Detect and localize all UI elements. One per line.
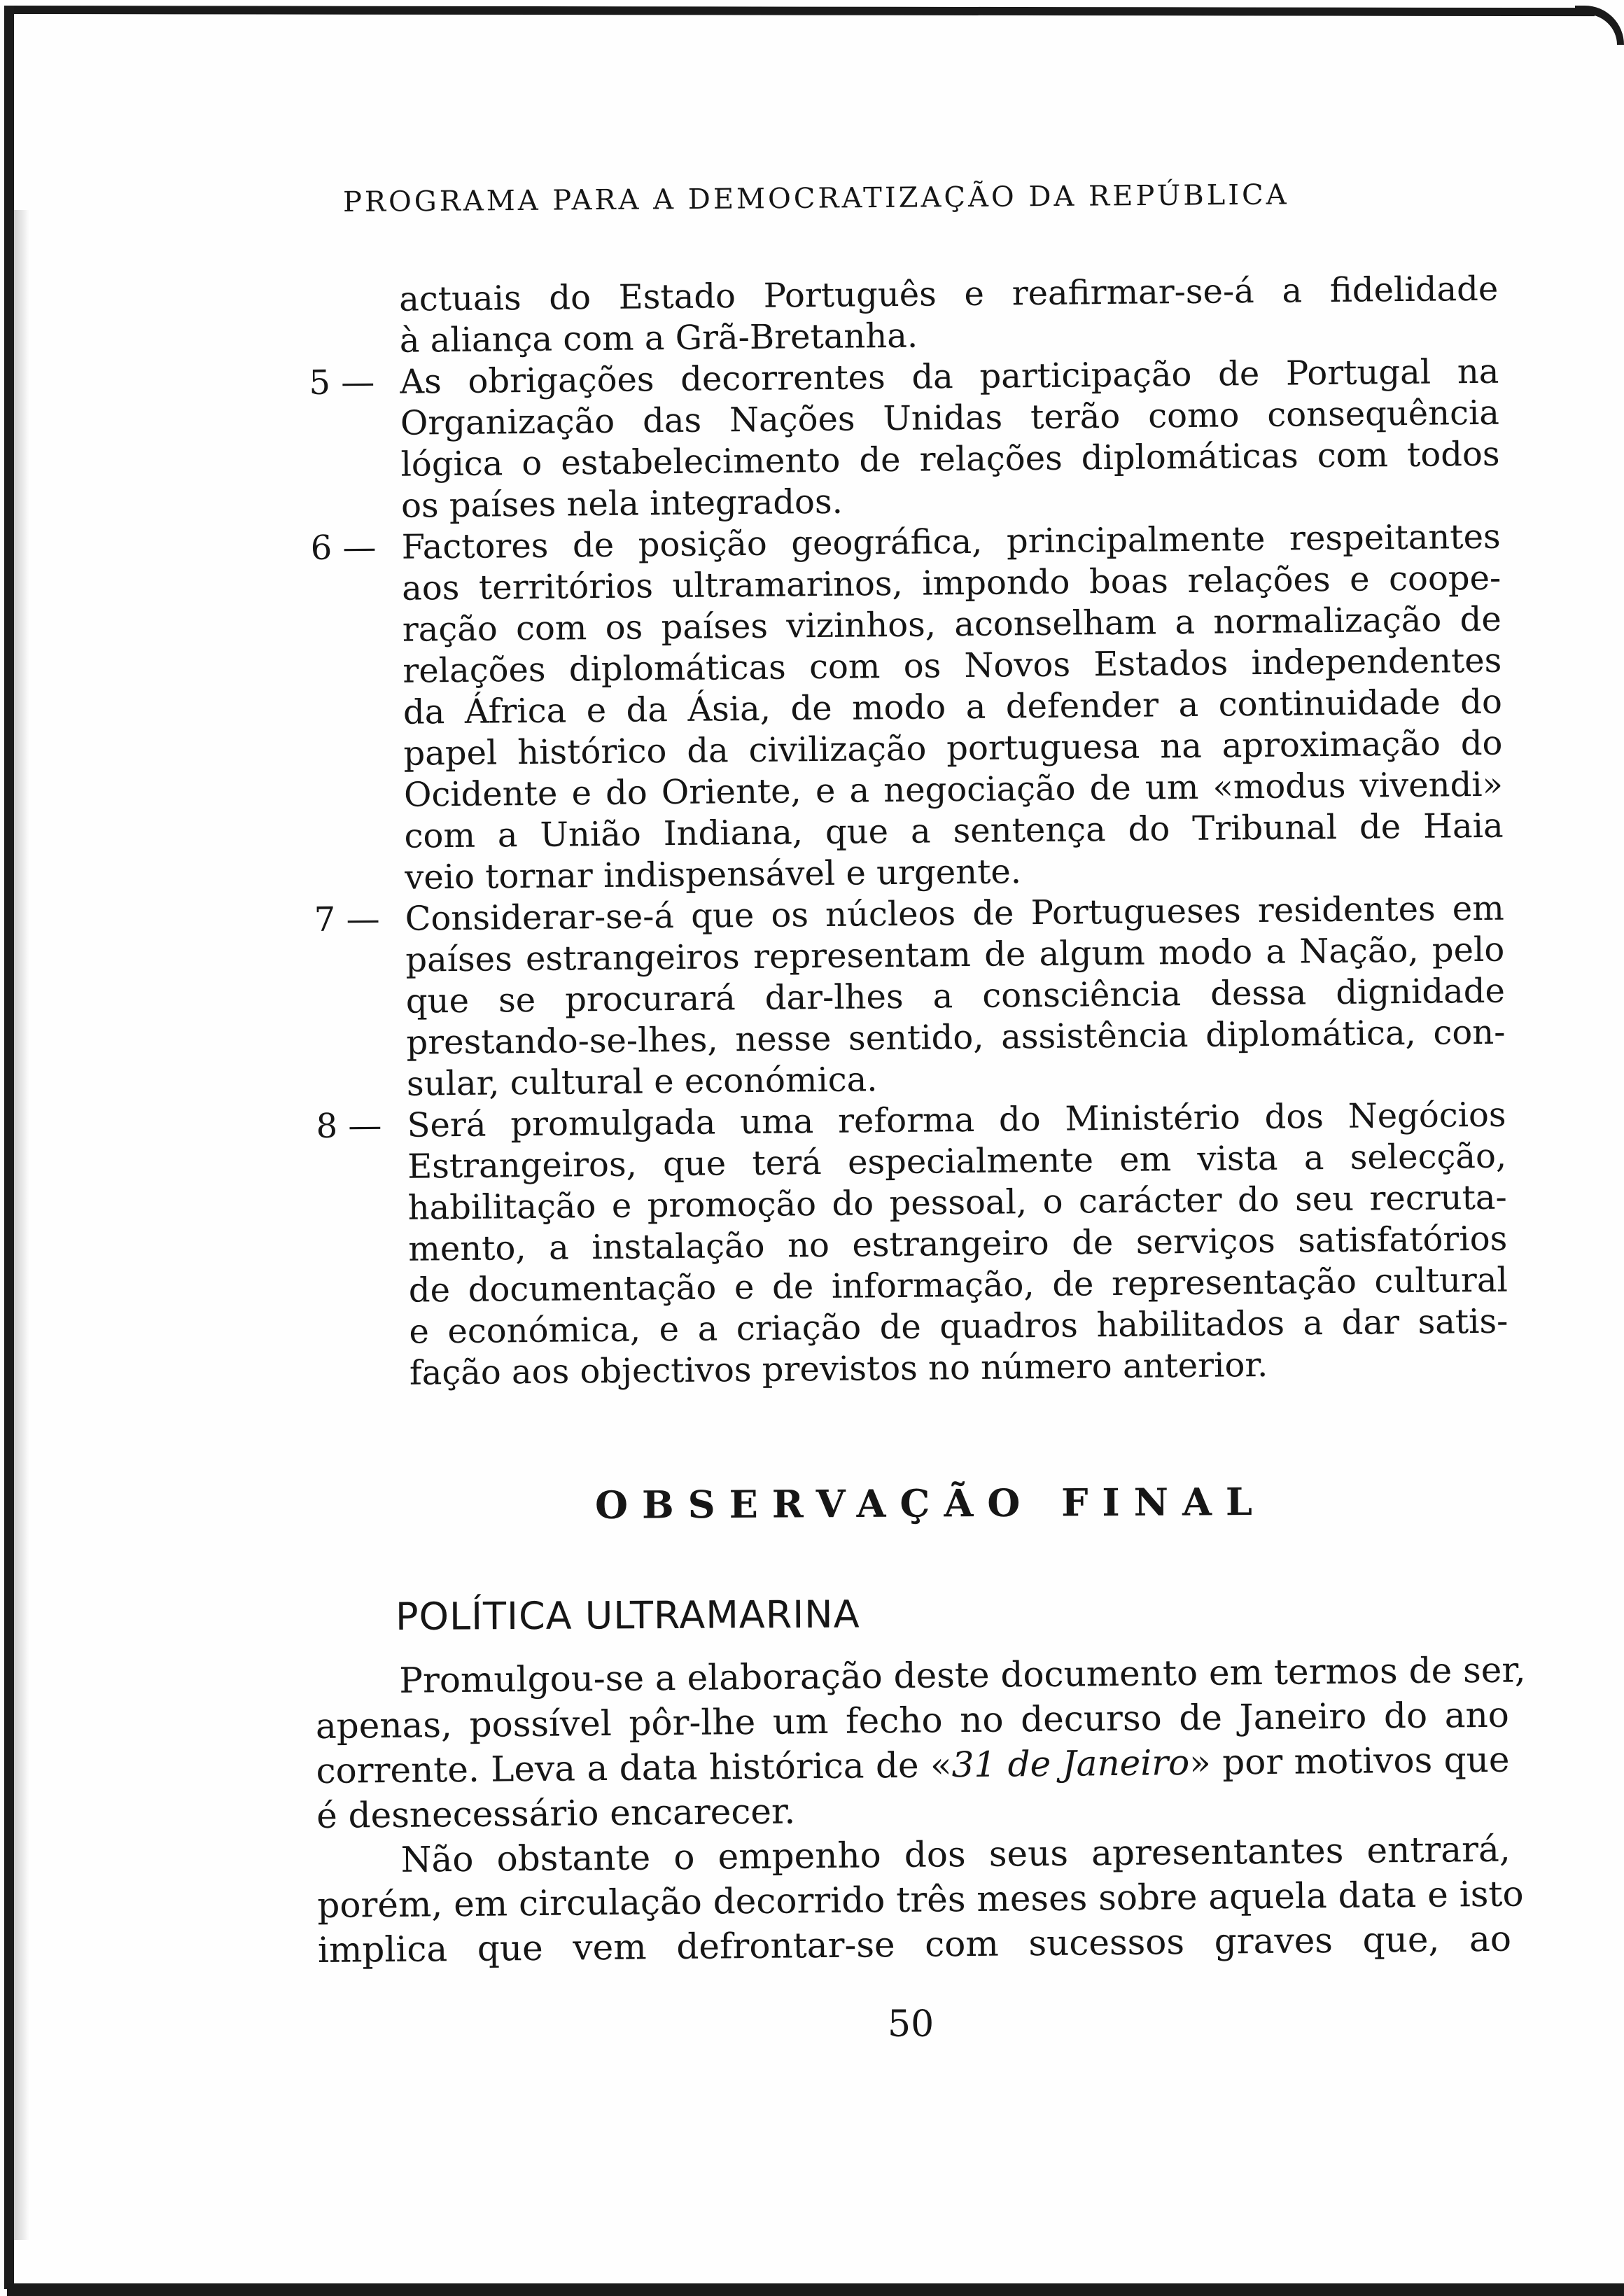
list-item-number — [318, 1353, 410, 1354]
list-line-text: mento, a instalação no estrangeiro de serviços satisfatórios — [408, 1219, 1508, 1269]
paragraph-line: Não obstante o empenho dos seus apresentantes entrará, — [400, 1828, 1511, 1880]
list-item-number: 6 — — [310, 528, 377, 568]
list-item-number — [316, 1188, 407, 1189]
list-line-text: e económica, e a criação de quadros habilitados a dar satis- — [409, 1301, 1508, 1352]
list-item-number: 8 — — [316, 1106, 382, 1146]
list-line-text: Será promulgada uma reforma do Ministério dos Negócios — [407, 1095, 1506, 1145]
list-line-text: Ocidente e do Oriente, e a negociação de um «modus vivendi» — [403, 764, 1504, 815]
list-line-text: Factores de posição geográfica, principalmente respeitantes — [401, 517, 1501, 567]
list-line-text: As obrigações decorrentes da participação de Portugal na — [400, 351, 1499, 402]
list-item-number — [308, 279, 399, 280]
list-line-text: da África e da Ásia, de modo a defender a continuidade do — [402, 682, 1503, 732]
paragraph-line: é desnecessário encarecer. — [316, 1791, 796, 1836]
list-item-number — [309, 444, 400, 445]
numbered-list — [308, 269, 1508, 1395]
list-item-number — [315, 981, 406, 982]
italic-date: 31 de Janeiro — [951, 1742, 1190, 1786]
scan-corner-right — [1575, 6, 1624, 45]
paragraph-text: » por motivos que — [1189, 1739, 1510, 1784]
list-item-number — [312, 692, 403, 693]
list-item-number — [311, 568, 402, 569]
list-line-text: fação aos objectivos previstos no número anterior. — [409, 1345, 1268, 1393]
list-item-number — [309, 403, 400, 404]
list-item-number — [316, 1064, 407, 1065]
list-line-text: com a União Indiana, que a sentença do Tribunal de Haia — [404, 806, 1504, 856]
paragraph-line: apenas, possível pôr-lhe um fecho no decurso de Janeiro do ano — [315, 1694, 1510, 1746]
paragraph-line: Promulgou-se a elaboração deste documento em termos de ser, — [399, 1649, 1526, 1701]
list-line-text: sular, cultural e económica. — [406, 1060, 878, 1104]
list-line-text: lógica o estabelecimento de relações diplomáticas com todos — [400, 434, 1500, 484]
list-line-text: Organização das Nações Unidas terão como consequência — [400, 393, 1500, 443]
list-line-text: prestando-se-lhes, nesse sentido, assistência diplomática, con- — [406, 1012, 1506, 1063]
list-line-text: habilitação e promoção do pessoal, o carácter do seu recruta- — [407, 1177, 1507, 1228]
paragraph-line: implica que vem defrontar-se com sucessos graves que, ao — [317, 1918, 1512, 1970]
list-item-number — [314, 940, 405, 941]
list-line-text: Considerar-se-á que os núcleos de Portugueses residentes em — [405, 888, 1504, 939]
list-line-text: à aliança com a Grã-Bretanha. — [399, 316, 918, 360]
list-item-number — [317, 1229, 408, 1230]
list-line-text: de documentação e de informação, de representação cultural — [408, 1260, 1508, 1310]
list-line-text: Estrangeiros, que terá especialmente em vista a selecção, — [407, 1136, 1507, 1186]
section-title: OBSERVAÇÃO FINAL — [594, 1478, 1267, 1527]
paragraph-line: porém, em circulação decorrido três meses sobre aquela data e isto — [317, 1873, 1524, 1926]
list-line-text: relações diplomáticas com os Novos Estados independentes — [402, 640, 1502, 691]
subsection-title: POLÍTICA ULTRAMARINA — [395, 1592, 860, 1639]
list-line-text: actuais do Estado Português e reafirmar-se-á a fidelidade — [399, 269, 1499, 319]
list-line-text: países estrangeiros representam de algum modo a Nação, pelo — [405, 930, 1505, 980]
list-line-text: que se procurará dar-lhes a consciência dessa dignidade — [405, 971, 1506, 1021]
list-line-text: ração com os países vizinhos, aconselham a normalização de — [402, 599, 1502, 650]
list-item-number — [313, 816, 404, 817]
running-head: PROGRAMA PARA A DEMOCRATIZAÇÃO DA REPÚBLICA — [342, 178, 1289, 218]
list-item-number — [312, 651, 402, 652]
list-item-number — [318, 1270, 409, 1271]
paragraph-text: corrente. Leva a data histórica de « — [316, 1744, 952, 1791]
scan-border-left — [4, 6, 14, 2289]
list-item-number: 7 — — [314, 899, 380, 939]
page-number: 50 — [888, 2003, 934, 2045]
list-item-number — [313, 775, 404, 776]
scan-border-top — [7, 6, 1595, 16]
list-line-text: os países nela integrados. — [400, 482, 844, 526]
binding-shadow — [14, 210, 29, 2240]
list-line-text: veio tornar indispensável e urgente. — [404, 852, 1022, 897]
list-line-text: papel histórico da civilização portuguesa na aproximação do — [403, 723, 1503, 774]
scan-border-bottom — [7, 2283, 1624, 2296]
body-paragraphs — [315, 1648, 1526, 1973]
list-item-number: 5 — — [309, 363, 375, 402]
list-line-text: aos territórios ultramarinos, impondo boas relações e coope- — [401, 558, 1502, 608]
